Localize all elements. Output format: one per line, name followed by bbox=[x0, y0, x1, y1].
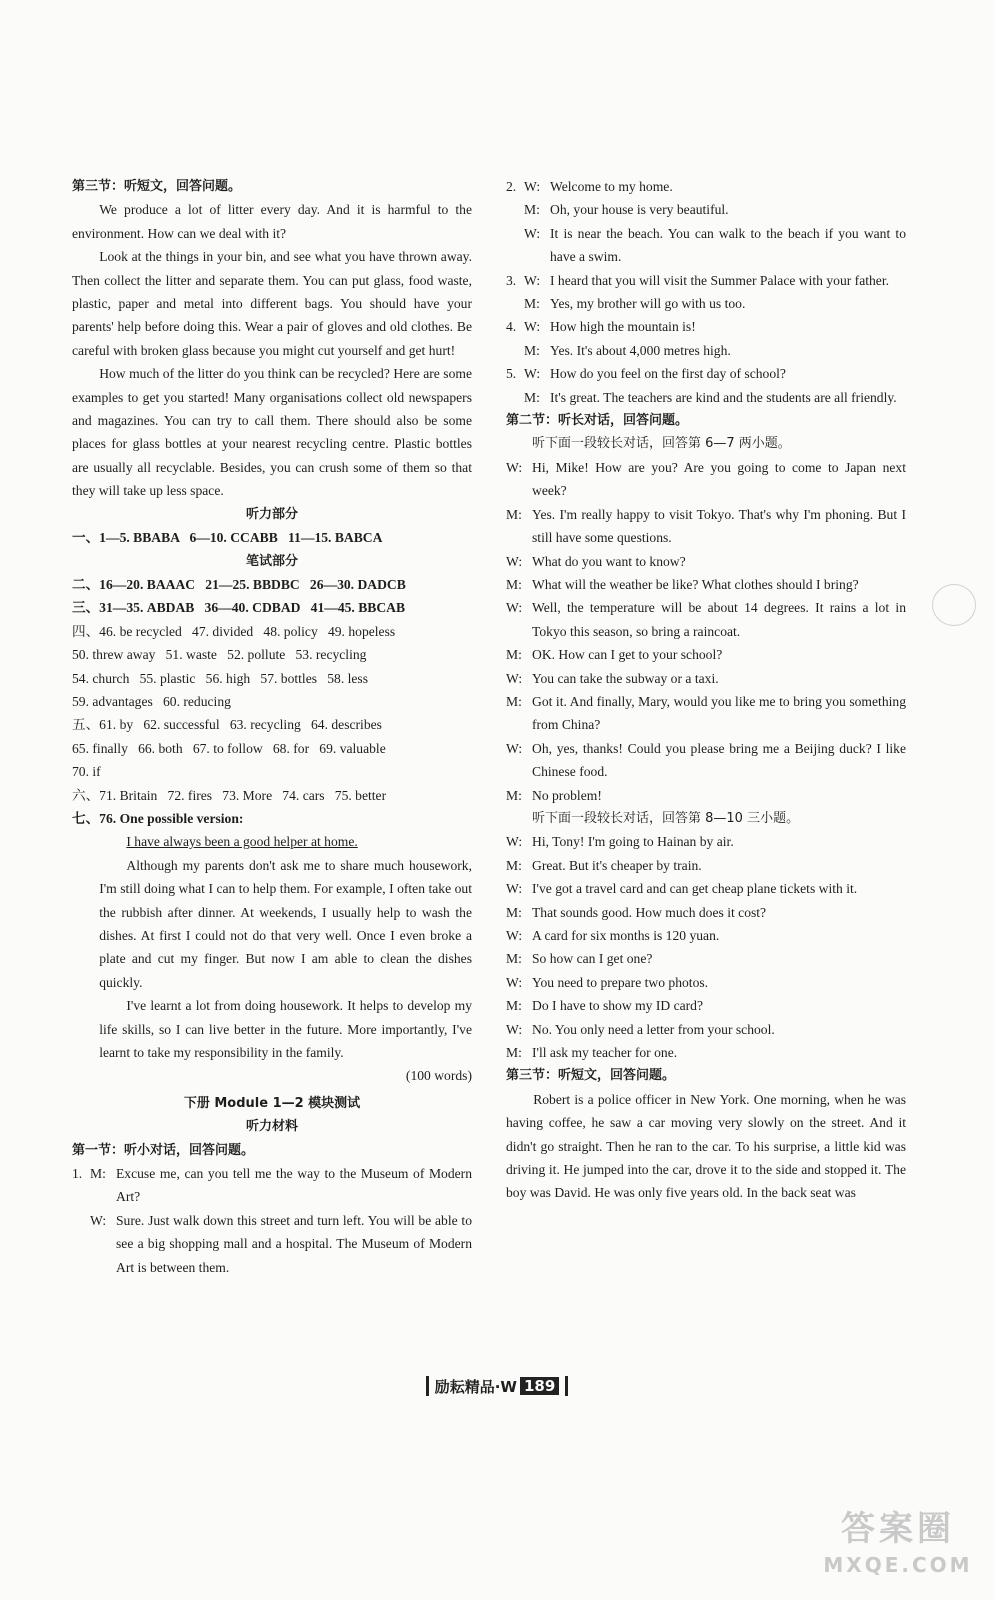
dialogue-text: Oh, your house is very beautiful. bbox=[550, 202, 729, 218]
dialogue-line bbox=[506, 830, 906, 853]
dialogue-text: Excuse me, can you tell me the way to the Museum of Modern Art? bbox=[116, 1166, 472, 1205]
dialogue-text: It is near the beach. You can walk to the beach if you want to have a swim. bbox=[550, 225, 906, 265]
dialogue-text: No problem! bbox=[532, 787, 602, 803]
speaker-label: W: bbox=[506, 740, 523, 756]
dialogue-line bbox=[506, 456, 906, 503]
dialogue-text: I've got a travel card and can get cheap plane tickets with it. bbox=[532, 881, 858, 897]
speaker-label: W: bbox=[524, 179, 541, 194]
dialogue-text: It's great. The teachers are kind and the students are all friendly. bbox=[550, 389, 897, 405]
passage-paragraph: How much of the litter do you think can be recycled? Here are some examples to get you started! Many organisations collect old newspapers and magazines. You can try to call them. There should also be some places for glass bottles at your nearest recycling centre. Plastic bottles are usually all recyclable. Besides, you can crush some of them so that they will take up less space. bbox=[72, 366, 472, 499]
speaker-label: W: bbox=[524, 319, 541, 335]
dialogue-line bbox=[506, 854, 906, 877]
passage-paragraph: Look at the things in your bin, and see what you have thrown away. Then collect the litter and separate them. You can put glass, food waste, plastic, paper and metal into different bags. You should have your parents' help before doing this. Wear a pair of gloves and old clothes. Be careful with broken glass because you might cut yourself and get hurt! bbox=[72, 249, 472, 358]
speaker-label: M: bbox=[524, 202, 540, 218]
listening-part-title: 听力部分 bbox=[245, 506, 298, 522]
dialogue-line bbox=[506, 503, 906, 550]
answer-line: 五、61. by 62. successful 63. recycling 64. describes bbox=[72, 717, 382, 733]
page-number: 189 bbox=[520, 1377, 559, 1395]
dialogue-number: 4. bbox=[506, 319, 517, 335]
answer-line: 65. finally 66. both 67. to follow 68. for 69. valuable bbox=[72, 740, 386, 756]
footer-bar bbox=[426, 1376, 429, 1396]
long-dialogue-2 bbox=[506, 830, 906, 1064]
answer-line: 59. advantages 60. reducing bbox=[72, 693, 231, 709]
dialogue-text: Great. But it's cheaper by train. bbox=[532, 857, 702, 873]
answer-line: 七、76. One possible version: bbox=[72, 810, 244, 826]
dialogue-text: That sounds good. How much does it cost? bbox=[532, 904, 767, 920]
dialogue-text: Yes, my brother will go with us too. bbox=[550, 296, 746, 312]
speaker-label: W: bbox=[506, 974, 523, 990]
footer-brand: 励耘精品·W bbox=[434, 1377, 517, 1396]
dialogue-line bbox=[506, 198, 906, 221]
speaker-label: M: bbox=[506, 1045, 522, 1061]
dialogue-line bbox=[506, 269, 906, 292]
dialogue-text: Do I have to show my ID card? bbox=[532, 998, 704, 1014]
dialogue-line bbox=[506, 339, 906, 362]
dialogue-line bbox=[506, 1041, 906, 1064]
essay-paragraph: Although my parents don't ask me to share much housework, I'm still doing what I can to help them. For example, I often take out the rubbish after dinner. At weekends, I usually help to wash the dishes. At first I could not do that very well. Once I even broke a plate and cut my finger. But now I am able to clean the dishes quickly. bbox=[99, 857, 472, 990]
section-3-heading: 第三节：听短文，回答问题。 bbox=[72, 179, 242, 194]
section-1-heading: 第一节：听小对话，回答问题。 bbox=[72, 1142, 255, 1158]
dialogue-text: Hi, Tony! I'm going to Hainan by air. bbox=[532, 834, 734, 850]
speaker-label: W: bbox=[506, 834, 523, 850]
dialogue-text: I'll ask my teacher for one. bbox=[532, 1045, 678, 1061]
left-column bbox=[72, 175, 472, 1279]
speaker-label: M: bbox=[506, 904, 522, 920]
dialogue-1-line bbox=[72, 1209, 472, 1279]
dialogue-number: 5. bbox=[506, 366, 517, 382]
answer-line: 70. if bbox=[72, 764, 101, 780]
watermark-domain: MXQE.COM bbox=[823, 1553, 973, 1577]
dialogue-text: So how can I get one? bbox=[532, 951, 653, 967]
dialogue-text: OK. How can I get to your school? bbox=[532, 647, 723, 663]
dialogue-line bbox=[506, 292, 906, 315]
instruction-line: 听下面一段较长对话，回答第 6—7 两小题。 bbox=[532, 436, 791, 452]
dialogue-line bbox=[506, 947, 906, 970]
dialogue-line bbox=[506, 877, 906, 900]
dialogue-line bbox=[506, 386, 906, 409]
dialogue-text: Well, the temperature will be about 14 degrees. It rains a lot in Tokyo this season, so bring a raincoat. bbox=[532, 600, 906, 639]
dialogue-line bbox=[506, 643, 906, 666]
dialogue-text: Yes. It's about 4,000 metres high. bbox=[550, 342, 731, 358]
dialogue-text: Sure. Just walk down this street and turn left. You will be able to see a big shopping mall and a hospital. The Museum of Modern Art is between them. bbox=[116, 1212, 472, 1275]
speaker-label: M: bbox=[506, 576, 522, 592]
dialogue-line bbox=[506, 222, 906, 269]
answer-line: 一、1—5. BBABA 6—10. CCABB 11—15. BABCA bbox=[72, 530, 383, 546]
speaker-label: M: bbox=[524, 389, 540, 405]
speaker-label: M: bbox=[506, 693, 522, 709]
speaker-label: M: bbox=[506, 951, 522, 967]
instruction-line: 听下面一段较长对话，回答第 8—10 三小题。 bbox=[532, 810, 800, 826]
dialogue-line bbox=[506, 175, 906, 198]
dialogue-line bbox=[506, 784, 906, 807]
speaker-label: W: bbox=[506, 670, 523, 686]
section-3-heading: 第三节：听短文，回答问题。 bbox=[506, 1068, 676, 1084]
dialogue-line bbox=[506, 690, 906, 737]
dialogue-text: A card for six months is 120 yuan. bbox=[532, 928, 720, 943]
speaker-label: M: bbox=[506, 506, 522, 522]
dialogue-number: 1. bbox=[72, 1166, 83, 1182]
section-2-heading: 第二节：听长对话，回答问题。 bbox=[506, 413, 689, 429]
dialogue-text: What do you want to know? bbox=[532, 553, 686, 569]
right-column bbox=[506, 175, 906, 1205]
page-footer bbox=[407, 1374, 587, 1398]
speaker-label: W: bbox=[506, 928, 523, 943]
dialogue-text: Yes. I'm really happy to visit Tokyo. That's why I'm phoning. But I still have some questions. bbox=[532, 506, 906, 546]
speaker-label: W: bbox=[506, 553, 523, 569]
dialogue-text: No. You only need a letter from your school. bbox=[532, 1021, 775, 1037]
answer-line: 二、16—20. BAAAC 21—25. BBDBC 26—30. DADCB bbox=[72, 576, 406, 592]
dialogue-1-line bbox=[72, 1162, 472, 1209]
dialogue-number: 2. bbox=[506, 179, 517, 194]
speaker-label: W: bbox=[524, 366, 541, 382]
dialogue-line bbox=[506, 362, 906, 385]
speaker-label: W: bbox=[524, 225, 541, 241]
speaker-label: M: bbox=[506, 998, 522, 1014]
answer-line: 三、31—35. ABDAB 36—40. CDBAD 41—45. BBCAB bbox=[72, 600, 406, 616]
dialogue-line bbox=[506, 573, 906, 596]
answer-line: 六、71. Britain 72. fires 73. More 74. cars 75. better bbox=[72, 787, 387, 803]
dialogue-text: You need to prepare two photos. bbox=[532, 974, 709, 990]
speaker-label: M: bbox=[90, 1166, 106, 1182]
dialogue-text: How do you feel on the first day of school? bbox=[550, 366, 786, 382]
dialogue-line bbox=[506, 971, 906, 994]
long-dialogue-1 bbox=[506, 456, 906, 807]
dialogue-text: You can take the subway or a taxi. bbox=[532, 670, 719, 686]
dialogue-text: Got it. And finally, Mary, would you like me to bring you something from China? bbox=[532, 693, 906, 733]
dialogue-text: Hi, Mike! How are you? Are you going to come to Japan next week? bbox=[532, 459, 906, 499]
speaker-label: W: bbox=[524, 272, 541, 288]
essay-first-line: I have always been a good helper at home. bbox=[126, 834, 358, 850]
dialogue-text: What will the weather be like? What clothes should I bring? bbox=[532, 576, 859, 592]
essay-paragraph: I've learnt a lot from doing housework. It helps to develop my life skills, so I can live better in the future. More importantly, I've learnt to take my responsibility in the family. bbox=[99, 998, 472, 1061]
dialogue-line bbox=[506, 737, 906, 784]
speaker-label: W: bbox=[506, 600, 523, 616]
dialogue-text: Welcome to my home. bbox=[550, 179, 673, 194]
dialogue-line bbox=[506, 1018, 906, 1041]
test-title: 下册 Module 1—2 模块测试 bbox=[183, 1095, 361, 1111]
dialogue-line bbox=[506, 994, 906, 1017]
speaker-label: W: bbox=[90, 1212, 107, 1228]
story-paragraph: Robert is a police officer in New York. One morning, when he was having coffee, he saw a car moving very slowly on the street. And it didn't go straight. Then he ran to the car. To his surprise, a little kid was driving it. He jumped into the car, drove it to the side and stopped it. The boy was David. He was only five years old. In the back seat was bbox=[506, 1091, 906, 1201]
word-count: (100 words) bbox=[405, 1068, 472, 1084]
model-essay bbox=[72, 830, 472, 1087]
speaker-label: W: bbox=[506, 881, 523, 897]
speaker-label: M: bbox=[524, 296, 540, 312]
dialogue-line bbox=[506, 315, 906, 338]
speaker-label: W: bbox=[506, 1021, 523, 1037]
speaker-label: M: bbox=[506, 857, 522, 873]
dialogue-line bbox=[506, 596, 906, 643]
dialogue-line bbox=[506, 924, 906, 947]
speaker-label: M: bbox=[506, 647, 522, 663]
dialogue-line bbox=[506, 901, 906, 924]
watermark-text: 答案圈 bbox=[841, 1509, 955, 1549]
answer-line: 四、46. be recycled 47. divided 48. policy 49. hopeless bbox=[72, 623, 396, 639]
dialogue-number: 3. bbox=[506, 272, 517, 288]
watermark-logo bbox=[818, 1506, 978, 1586]
footer-bar bbox=[565, 1376, 568, 1396]
dialogue-text: I heard that you will visit the Summer Palace with your father. bbox=[550, 272, 890, 288]
passage-paragraph: We produce a lot of litter every day. And it is harmful to the environment. How can we deal with it? bbox=[72, 202, 472, 241]
listening-material-title: 听力材料 bbox=[245, 1119, 298, 1135]
dialogue-text: How high the mountain is! bbox=[550, 319, 696, 335]
answer-line: 50. threw away 51. waste 52. pollute 53. recycling bbox=[72, 647, 367, 663]
written-part-title: 笔试部分 bbox=[245, 553, 298, 569]
stamp-mark bbox=[932, 584, 976, 626]
speaker-label: M: bbox=[524, 342, 540, 358]
speaker-label: M: bbox=[506, 787, 522, 803]
answer-line: 54. church 55. plastic 56. high 57. bottles 58. less bbox=[72, 670, 369, 686]
dialogue-text: Oh, yes, thanks! Could you please bring me a Beijing duck? I like Chinese food. bbox=[532, 740, 906, 780]
speaker-label: W: bbox=[506, 459, 523, 475]
dialogue-line bbox=[506, 550, 906, 573]
dialogue-line bbox=[506, 667, 906, 690]
short-dialogues bbox=[506, 175, 906, 409]
